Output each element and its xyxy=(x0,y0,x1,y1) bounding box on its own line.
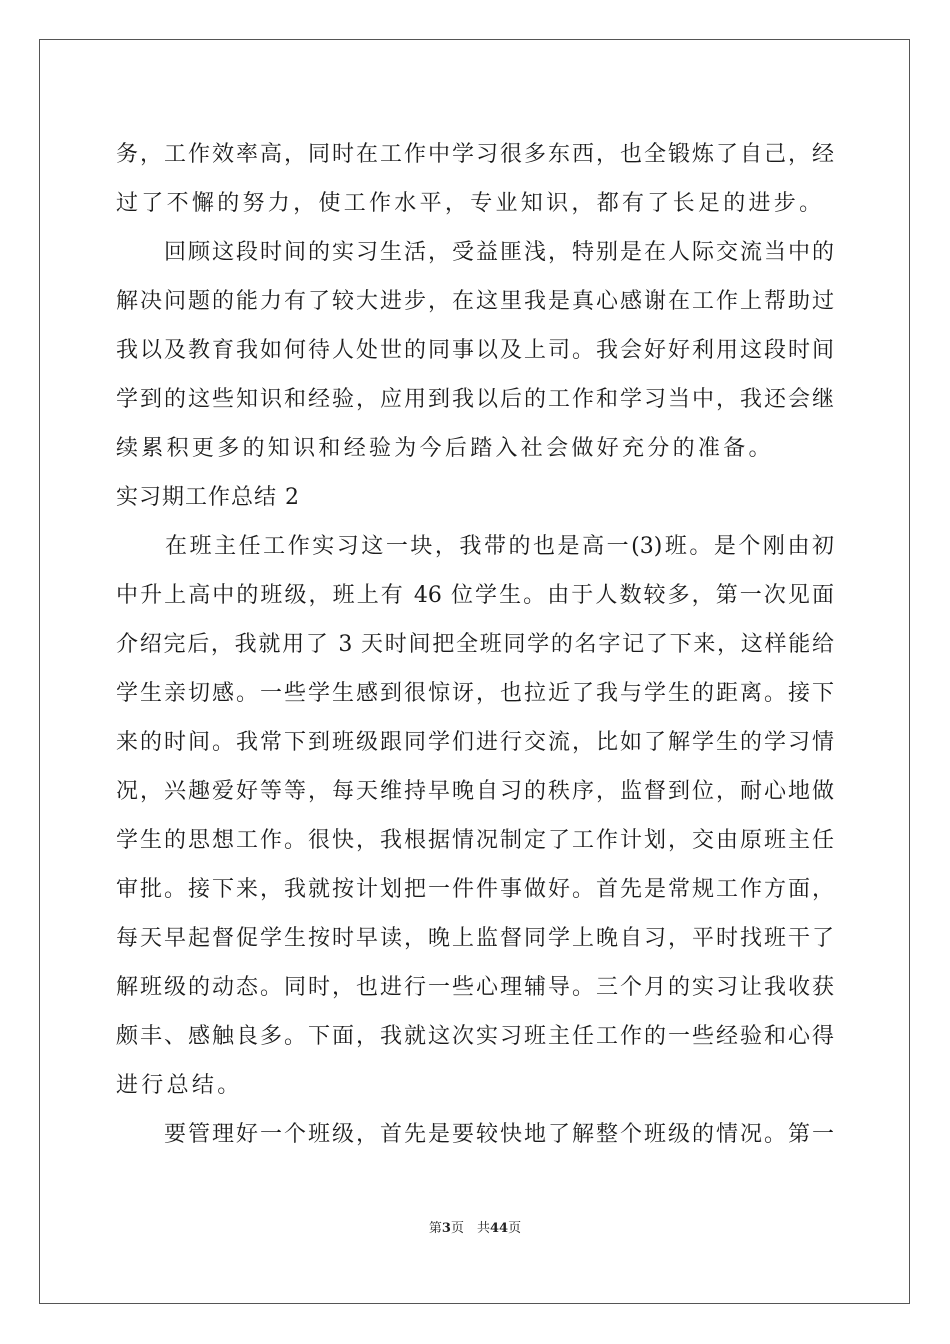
text-line: 我以及教育我如何待人处世的同事以及上司。我会好好利用这段时间 xyxy=(116,338,834,363)
footer-middle: 页 共 xyxy=(450,1221,490,1236)
text-line: 每天早起督促学生按时早读，晚上监督同学上晚自习，平时找班干了 xyxy=(116,926,834,951)
page-footer xyxy=(0,1217,950,1236)
text-line: 解班级的动态。同时，也进行一些心理辅导。三个月的实习让我收获 xyxy=(116,975,834,1000)
text-line: 过了不懈的努力，使工作水平，专业知识，都有了长足的进步。 xyxy=(116,191,825,216)
footer-suffix: 页 xyxy=(508,1221,522,1236)
document-body xyxy=(116,130,834,1159)
total-pages-number: 44 xyxy=(489,1221,509,1236)
text-line: 况，兴趣爱好等等，每天维持早晚自习的秩序，监督到位，耐心地做 xyxy=(116,779,834,804)
text-line: 在班主任工作实习这一块，我带的也是高一(3)班。是个刚由初 xyxy=(116,534,834,559)
text-line: 中升上高中的班级，班上有 46 位学生。由于人数较多，第一次见面 xyxy=(116,583,834,608)
text-line: 颇丰、感触良多。下面，我就这次实习班主任工作的一些经验和心得 xyxy=(116,1024,834,1049)
text-line: 解决问题的能力有了较大进步，在这里我是真心感谢在工作上帮助过 xyxy=(116,289,834,314)
section-heading: 实习期工作总结 2 xyxy=(116,485,300,510)
text-line: 学到的这些知识和经验，应用到我以后的工作和学习当中，我还会继 xyxy=(116,387,834,412)
text-line: 回顾这段时间的实习生活，受益匪浅，特别是在人际交流当中的 xyxy=(116,240,834,265)
text-line: 来的时间。我常下到班级跟同学们进行交流，比如了解学生的学习情 xyxy=(116,730,834,755)
footer-prefix: 第 xyxy=(428,1221,442,1236)
text-line: 续累积更多的知识和经验为今后踏入社会做好充分的准备。 xyxy=(116,436,774,461)
text-line: 要管理好一个班级，首先是要较快地了解整个班级的情况。第一 xyxy=(116,1122,834,1147)
text-line: 务，工作效率高，同时在工作中学习很多东西，也全锻炼了自己，经 xyxy=(116,142,834,167)
text-line: 学生亲切感。一些学生感到很惊讶，也拉近了我与学生的距离。接下 xyxy=(116,681,834,706)
text-line: 进行总结。 xyxy=(116,1073,243,1098)
text-line: 介绍完后，我就用了 3 天时间把全班同学的名字记了下来，这样能给 xyxy=(116,632,834,657)
current-page-number: 3 xyxy=(441,1221,451,1236)
text-line: 学生的思想工作。很快，我根据情况制定了工作计划，交由原班主任 xyxy=(116,828,834,853)
text-line: 审批。接下来，我就按计划把一件件事做好。首先是常规工作方面， xyxy=(116,877,834,902)
